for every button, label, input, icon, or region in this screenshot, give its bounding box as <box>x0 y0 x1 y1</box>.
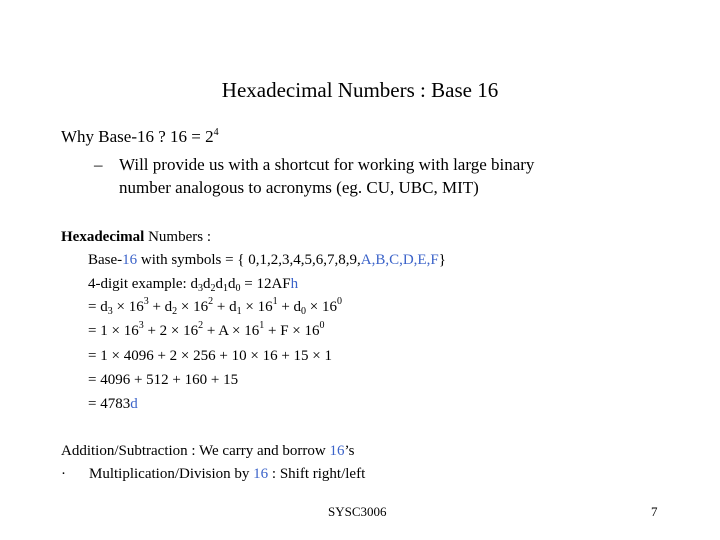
footer-course: SYSC3006 <box>328 504 387 519</box>
sub-1: 1 <box>222 283 228 294</box>
hex-suffix: h <box>290 276 299 292</box>
example-prefix: 4-digit example: d <box>88 276 198 292</box>
hex-heading <box>61 230 211 245</box>
hex-heading-bold: Hexadecimal <box>61 229 145 245</box>
multiplication-number: 16 <box>253 466 269 482</box>
multiplication-text: Multiplication/Division by <box>89 466 254 482</box>
example-line: 4-digit example: $d_3d_2d_1d_0 = 12AFh$ <box>88 276 299 294</box>
symbols-letters: A,B,C,D,E,F <box>360 252 439 268</box>
example-value: = 12AF <box>240 276 291 292</box>
sub-2: 2 <box>210 283 216 294</box>
base-prefix: Base- <box>88 252 123 268</box>
addition-line: Addition/Subtraction : We carry and borrow 16’s <box>61 443 355 459</box>
times-symbol: × <box>116 299 125 315</box>
dash-bullet: – <box>94 155 103 174</box>
expansion-line-2: = $1 \times 16^3 + 2 \times 16^2 + A \times 16^1 + F \times 16^0$ <box>88 320 325 339</box>
expansion-line-1: = $d_3 \times 16^3 + d_2 \times 16^2 + d_1 \times 16^1 + d_0 \times 16^0$ <box>88 296 342 317</box>
addition-text: Addition/Subtraction : We carry and borrow <box>61 443 330 459</box>
why-exponent: 4 <box>213 127 219 138</box>
hex-heading-rest: Numbers : <box>144 229 211 245</box>
sub-3: 3 <box>197 283 203 294</box>
result-value: = 4783 <box>88 396 131 412</box>
expansion-line-4: = 4096 + 512 + 160 + 15 <box>88 372 239 388</box>
decimal-suffix: d <box>130 396 138 412</box>
expansion-line-3: = 1 × 4096 + 2 × 256 + 10 × 16 + 15 × 1 <box>88 348 332 364</box>
symbols-close: } <box>438 252 446 268</box>
bullet-text-line2: number analogous to acronyms (eg. CU, UBC, MIT) <box>119 178 479 197</box>
footer-page-number: 7 <box>651 504 658 519</box>
base-number: 16 <box>122 252 138 268</box>
result-line <box>88 397 138 412</box>
bullet-text-line1: Will provide us with a shortcut for working with large binary <box>119 155 535 174</box>
multiplication-line: Multiplication/Division by 16 : Shift right/left <box>89 466 366 482</box>
sub-0: 0 <box>235 283 241 294</box>
why-label: Why Base-16 ? 16 = 2 <box>61 127 214 146</box>
page-title: Hexadecimal Numbers : Base 16 <box>221 78 499 102</box>
symbols-digits: with symbols = { 0,1,2,3,4,5,6,7,8,9, <box>137 252 361 268</box>
base-symbols-line <box>88 253 446 268</box>
multiplication-bullet: · <box>61 466 66 482</box>
addition-number: 16 <box>329 443 345 459</box>
why-base16-line <box>61 128 219 145</box>
